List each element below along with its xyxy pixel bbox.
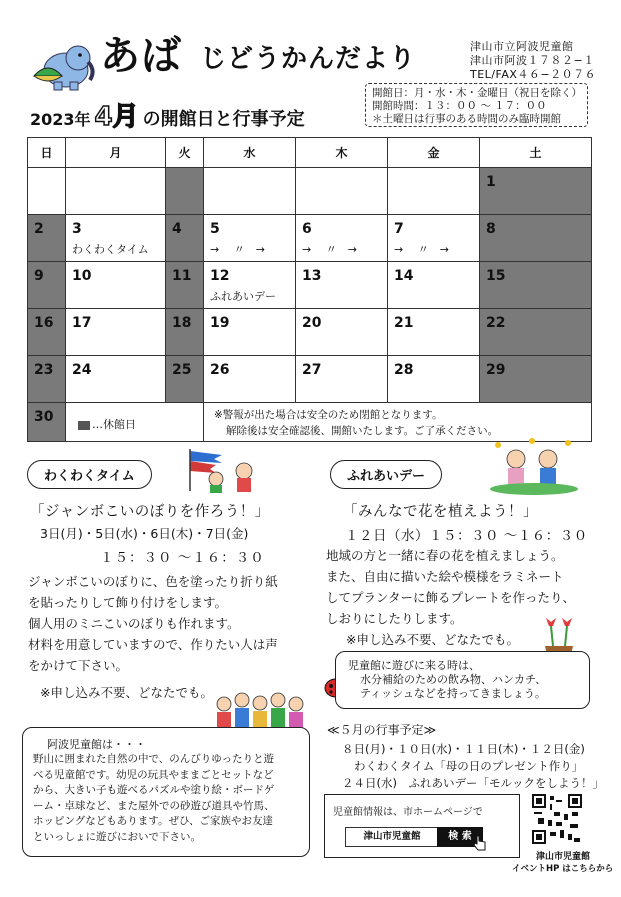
about-line: ホッピングなどもあります。ぜひ、ご家族やお友達 bbox=[33, 815, 274, 827]
calendar-day bbox=[28, 309, 66, 356]
wakuwaku-body: 個人用のミニこいのぼりも作れます。 bbox=[28, 616, 240, 631]
about-line: 野山に囲まれた自然の中で、のんびりゆったりと遊 bbox=[33, 753, 275, 765]
calendar-day bbox=[388, 309, 480, 356]
qr-code-icon bbox=[532, 794, 582, 844]
calendar-day bbox=[66, 168, 166, 215]
day-number: 28 bbox=[394, 362, 414, 378]
calendar-week bbox=[28, 262, 592, 309]
day-number: 1 bbox=[486, 174, 496, 190]
calendar-day bbox=[204, 215, 296, 262]
about-box bbox=[22, 727, 310, 857]
visit-note-line: 児童館に遊びに来る時は、 bbox=[348, 659, 480, 672]
day-event: ふれあいデー bbox=[210, 290, 276, 303]
calendar-day bbox=[296, 215, 388, 262]
calendar-day bbox=[204, 168, 296, 215]
calendar-day bbox=[388, 262, 480, 309]
closed-swatch-icon bbox=[78, 421, 90, 430]
calendar-day bbox=[166, 356, 204, 403]
day-number: 9 bbox=[34, 268, 44, 284]
day-number: 24 bbox=[72, 362, 92, 378]
wakuwaku-body: 材料を用意していますので、作りたい人は声 bbox=[28, 637, 278, 652]
day-number: 11 bbox=[172, 268, 192, 284]
calendar-day bbox=[204, 262, 296, 309]
newsletter-title-sub: じどうかんだより bbox=[200, 44, 417, 74]
may-heading: ≪５月の行事予定≫ bbox=[327, 723, 437, 737]
day-number: 2 bbox=[34, 221, 44, 237]
calendar-day bbox=[28, 215, 66, 262]
calendar-day bbox=[480, 309, 592, 356]
day-number: 7 bbox=[394, 221, 404, 237]
wakuwaku-body: をかけて下さい。 bbox=[28, 658, 129, 673]
day-number: 23 bbox=[34, 362, 54, 378]
saturday-note: ＊土曜日は行事のある時間のみ臨時開館 bbox=[372, 113, 561, 125]
weekday-header: 月 bbox=[66, 138, 166, 168]
may-line: ８日(月)・１０日(水)・１１日(木)・１２日(金) bbox=[342, 742, 585, 756]
calendar-day bbox=[480, 215, 592, 262]
calendar-day bbox=[166, 168, 204, 215]
closure-notice bbox=[214, 407, 498, 439]
website-text: 児童館情報は、市ホームページで bbox=[333, 807, 483, 818]
weekday-header: 火 bbox=[166, 138, 204, 168]
calendar-day bbox=[28, 403, 66, 442]
website-box bbox=[324, 794, 520, 858]
calendar-day bbox=[480, 356, 592, 403]
calendar-day bbox=[204, 356, 296, 403]
search-input: 津山市児童館 bbox=[345, 827, 439, 847]
calendar-day bbox=[28, 168, 66, 215]
day-number: 22 bbox=[486, 315, 506, 331]
opening-hours-box bbox=[365, 83, 588, 127]
calendar-day bbox=[388, 215, 480, 262]
fureai-note: ※申し込み不要、どなたでも。 bbox=[346, 632, 519, 647]
opening-days: 開館日：月・水・木・金曜日（祝日を除く） bbox=[372, 87, 582, 99]
calendar-day bbox=[480, 262, 592, 309]
wakuwaku-label: わくわくタイム bbox=[27, 460, 152, 489]
closed-legend bbox=[78, 416, 136, 432]
search-button: 検 索 bbox=[437, 827, 483, 847]
day-number: 17 bbox=[72, 315, 92, 331]
fureai-body: しおりにしたりします。 bbox=[326, 611, 463, 626]
day-number: 30 bbox=[34, 409, 54, 425]
day-number: 3 bbox=[72, 221, 82, 237]
page-subtitle bbox=[30, 96, 305, 133]
day-number: 20 bbox=[302, 315, 322, 331]
calendar-week bbox=[28, 168, 592, 215]
day-number: 16 bbox=[34, 315, 54, 331]
day-number: 8 bbox=[486, 221, 496, 237]
weekday-header: 金 bbox=[388, 138, 480, 168]
calendar-week bbox=[28, 215, 592, 262]
calendar-day bbox=[66, 215, 166, 262]
visit-note-line: 水分補給のための飲み物、ハンカチ、 bbox=[360, 673, 547, 686]
visit-note-box bbox=[335, 651, 590, 709]
calendar-day bbox=[388, 168, 480, 215]
day-number: 26 bbox=[210, 362, 230, 378]
calendar-day bbox=[28, 262, 66, 309]
calendar-day bbox=[28, 356, 66, 403]
about-line: べる児童館です。幼児の玩具やままごとセットなど bbox=[33, 768, 274, 781]
about-title: 阿波児童館は・・・ bbox=[47, 738, 146, 751]
about-line: といっしょに遊びにおいで下さい。 bbox=[33, 830, 201, 843]
day-number: 21 bbox=[394, 315, 414, 331]
calendar-week bbox=[28, 356, 592, 403]
day-number: 4 bbox=[172, 221, 182, 237]
calendar-day bbox=[296, 168, 388, 215]
kids-planting-icon bbox=[488, 437, 580, 495]
day-number: 6 bbox=[302, 221, 312, 237]
qr-label-event: イベントHP はこちらから bbox=[512, 864, 614, 874]
day-number: 18 bbox=[172, 315, 192, 331]
calendar-last-row bbox=[28, 403, 592, 442]
may-line: ２４日(水) ふれあいデー「モルックをしよう！」 bbox=[342, 776, 604, 790]
fureai-datetime: １２日（水）１５：３０ ～１６：３０ bbox=[345, 528, 588, 544]
day-number: 19 bbox=[210, 315, 230, 331]
calendar-day bbox=[66, 309, 166, 356]
calendar-week bbox=[28, 309, 592, 356]
calendar bbox=[27, 137, 592, 442]
fureai-label: ふれあいデー bbox=[330, 460, 442, 489]
calendar-day bbox=[166, 262, 204, 309]
about-line: から、大きい子も遊べるパズルや塗り絵・ボードゲ bbox=[33, 784, 275, 796]
opening-time: 開館時間：１３：００ ～ １７：００ bbox=[372, 100, 547, 112]
day-number: 12 bbox=[210, 268, 230, 284]
fureai-title: 「みんなで花を植えよう！」 bbox=[343, 504, 538, 520]
wakuwaku-note: ※申し込み不要、どなたでも。 bbox=[40, 685, 213, 700]
fureai-body: また、自由に描いた絵や模様をラミネート bbox=[326, 569, 564, 584]
elephant-mascot-icon bbox=[30, 40, 96, 92]
notice-cell bbox=[204, 403, 592, 442]
notice-line: 解除後は安全確認後、開館いたします。ご了承ください。 bbox=[226, 425, 499, 437]
weekday-header: 水 bbox=[204, 138, 296, 168]
wakuwaku-title: 「ジャンボこいのぼりを作ろう！」 bbox=[30, 504, 270, 520]
qr-label: 津山市児童館 bbox=[536, 852, 591, 862]
wakuwaku-body: を貼ったりして飾り付けをします。 bbox=[28, 595, 228, 610]
day-event: → 〃 → bbox=[210, 243, 265, 256]
may-line: わくわくタイム「母の日のプレゼント作り」 bbox=[354, 759, 584, 773]
day-event: わくわくタイム bbox=[72, 243, 149, 256]
org-phone: TEL/FAX４６−２０７６ bbox=[470, 68, 597, 81]
day-number: 15 bbox=[486, 268, 506, 284]
legend-cell bbox=[66, 403, 204, 442]
day-number: 27 bbox=[302, 362, 322, 378]
calendar-day bbox=[204, 309, 296, 356]
calendar-day bbox=[66, 356, 166, 403]
notice-line: ※警報が出た場合は安全のため閉館となります。 bbox=[214, 409, 443, 421]
fureai-body: してプランターに飾るプレートを作ったり、 bbox=[326, 590, 576, 605]
wakuwaku-dates: 3日(月)・5日(水)・6日(木)・7日(金) bbox=[40, 526, 249, 541]
calendar-day bbox=[166, 215, 204, 262]
subtitle-text: の開館日と行事予定 bbox=[142, 109, 305, 130]
calendar-day bbox=[66, 262, 166, 309]
calendar-day bbox=[296, 356, 388, 403]
kids-koinobori-icon bbox=[186, 447, 266, 493]
day-number: 29 bbox=[486, 362, 506, 378]
weekday-header: 日 bbox=[28, 138, 66, 168]
calendar-day bbox=[388, 356, 480, 403]
subtitle-year: 2023年 bbox=[30, 110, 91, 129]
day-event: → 〃 → bbox=[394, 243, 449, 256]
weekday-header: 土 bbox=[480, 138, 592, 168]
wakuwaku-body: ジャンボこいのぼりに、色を塗ったり折り紙 bbox=[28, 574, 278, 589]
day-number: 5 bbox=[210, 221, 220, 237]
day-number: 10 bbox=[72, 268, 92, 284]
wakuwaku-time: １５：３０ ～１６：３０ bbox=[100, 550, 265, 566]
subtitle-month: 4月 bbox=[94, 102, 139, 132]
day-number: 25 bbox=[172, 362, 192, 378]
visit-note-line: ティッシュなどを持ってきましょう。 bbox=[360, 687, 546, 700]
calendar-day bbox=[296, 309, 388, 356]
weekday-header: 木 bbox=[296, 138, 388, 168]
about-line: ーム・卓球など、また屋外での砂遊び道具や竹馬、 bbox=[33, 799, 275, 812]
day-number: 13 bbox=[302, 268, 322, 284]
closed-legend-label: …休館日 bbox=[92, 418, 136, 431]
weekday-header-row bbox=[28, 138, 592, 168]
day-event: → 〃 → bbox=[302, 243, 357, 256]
newsletter-title: あば bbox=[100, 33, 182, 79]
calendar-day bbox=[480, 168, 592, 215]
cursor-hand-icon bbox=[473, 835, 487, 851]
day-number: 14 bbox=[394, 268, 414, 284]
kids-group-icon bbox=[210, 690, 310, 730]
org-name: 津山市立阿波児童館 bbox=[470, 40, 574, 53]
calendar-day bbox=[166, 309, 204, 356]
org-address: 津山市阿波１７８２−１ bbox=[470, 54, 595, 67]
fureai-body: 地域の方と一緒に春の花を植えましょう。 bbox=[326, 548, 564, 563]
calendar-day bbox=[296, 262, 388, 309]
